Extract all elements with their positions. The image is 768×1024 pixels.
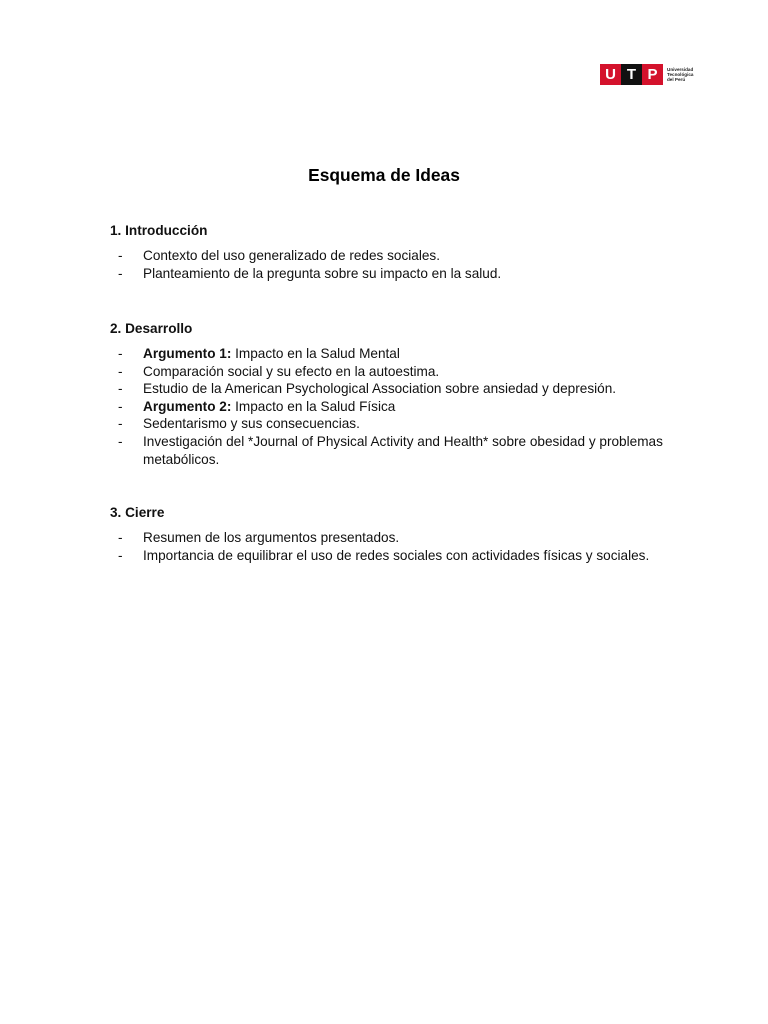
list-item [110,380,670,398]
section-heading: 1. Introducción [110,223,208,238]
argument-label: Argumento 1: [143,346,232,361]
section-desarrollo [110,320,670,468]
list-item [110,398,670,416]
bullet-dash: - [118,433,123,449]
bullet-list [110,529,670,564]
item-text: Contexto del uso generalizado de redes sociales. [143,248,440,263]
item-text: Importancia de equilibrar el uso de redes sociales con actividades físicas y sociales. [143,547,650,563]
list-item [110,247,670,265]
section-heading: 3. Cierre [110,505,165,520]
utp-logo-mark [600,64,663,85]
section-heading: 2. Desarrollo [110,321,193,336]
bullet-dash: - [118,265,123,281]
section-introduccion [110,222,670,282]
list-item [110,363,670,381]
list-item [110,529,670,547]
list-item [110,265,670,283]
item-text: Planteamiento de la pregunta sobre su impacto en la salud. [143,265,502,281]
bullet-dash: - [118,547,123,563]
logo-text-line: del Perú [667,77,686,83]
section-cierre [110,504,670,564]
item-text: Comparación social y su efecto en la autoestima. [143,363,440,379]
list-item [110,345,670,363]
item-text: Impacto en la Salud Física [231,398,396,414]
list-item [110,547,670,565]
logo-letter-t: T [621,64,642,85]
bullet-list [110,247,670,282]
utp-logo [600,64,703,85]
item-text: Sedentarismo y sus consecuencias. [143,416,360,432]
logo-text-line: Tecnológica [667,71,694,77]
logo-text-line: Universidad [667,66,694,72]
bullet-dash: - [118,530,123,545]
item-text: Investigación del *Journal of Physical Activity and Health* sobre obesidad y problemas metabólicos. [143,433,663,467]
bullet-dash: - [118,416,123,432]
argument-label: Argumento 2: [143,398,232,414]
bullet-dash: - [118,346,123,361]
bullet-dash: - [118,381,123,397]
bullet-dash: - [118,363,123,379]
bullet-dash: - [118,248,123,263]
list-item [110,415,670,433]
logo-university-name [667,67,703,83]
logo-letter-u: U [600,64,621,85]
item-text: Resumen de los argumentos presentados. [143,530,400,545]
document-title: Esquema de Ideas [308,165,460,185]
bullet-dash: - [118,398,123,414]
bullet-list [110,345,670,468]
list-item [110,433,670,468]
logo-letter-p: P [642,64,663,85]
item-text: Impacto en la Salud Mental [231,346,400,361]
item-text: Estudio de la American Psychological Association sobre ansiedad y depresión. [143,381,617,397]
